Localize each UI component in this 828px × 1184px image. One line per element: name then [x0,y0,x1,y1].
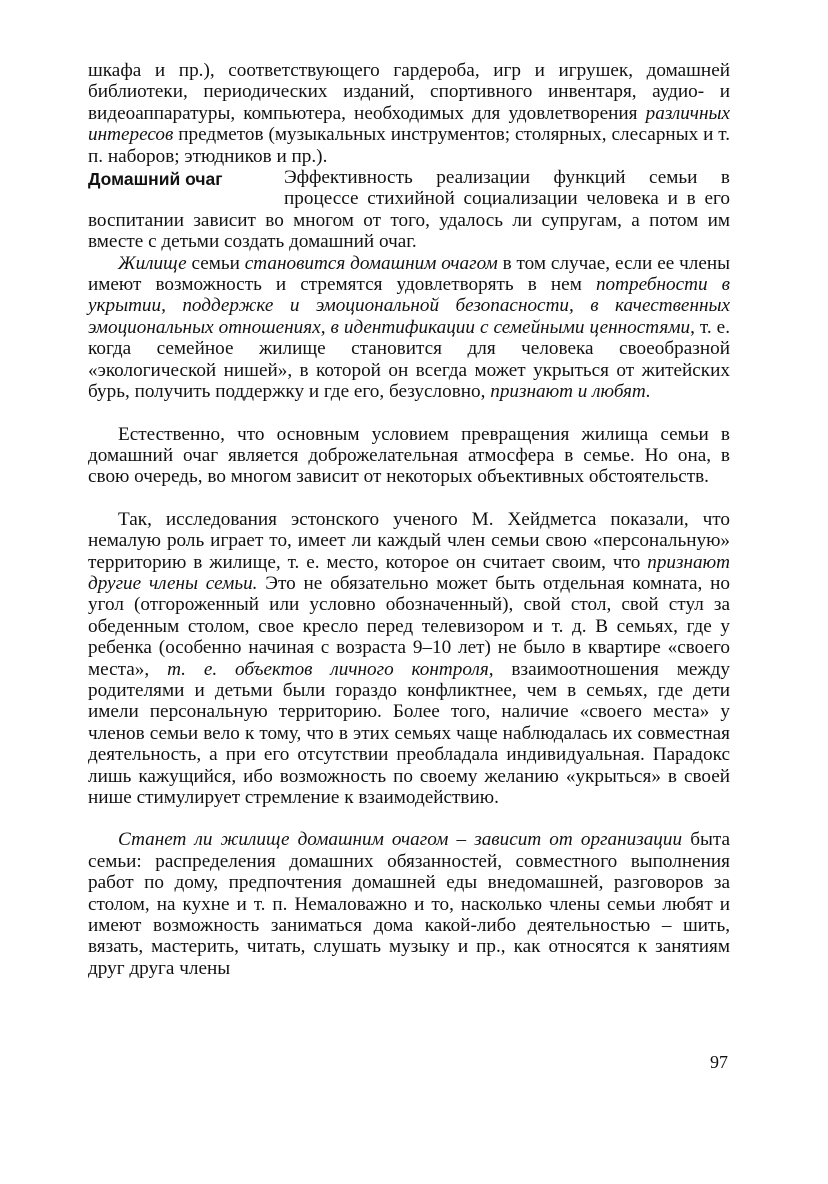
text-run: взаимоотношения между родителями и детьми были гораздо конфликтнее, чем в семьях, где дети имели персональную территорию. Более того, наличие «своего места» у членов семьи вело к тому, что в этих семьях чаще наблюдалась их совместная деятельность, а при его отсутствии преобладала индивидуальная. Парадокс лишь кажущийся, ибо возможность по своему желанию «укрыться» в своей нише стимулирует стремление к взаимодействию. [88,658,730,808]
text-run: в том случае, если ее члены имеют возможность и стремятся удовлетворять в нем [88,252,730,296]
text-run: шкафа и пр.), соответствующего гардероба, игр и игрушек, домашней библиотеки, периодических изданий, спортивного инвентаря, аудио- и видеоаппаратуры, компьютера, необходимых для удовлетворения [88,60,730,124]
italic-text-run: т. е. объектов личного контроля, [167,658,494,680]
italic-text-run: Станет ли жилище домашним очагом [118,829,449,851]
italic-text-run: потребности в укрытии, поддержке и эмоциональной безопасности, в качественных эмоциональных отношениях, в идентификации с семейными ценностями [88,274,730,338]
text-run: Эффективность реализации функций семьи в процессе стихийной социализации человека и в его воспитании зависит во многом от того, удалось ли супругам, а потом им вместе с детьми создать домашний очаг. [88,167,730,253]
text-column [88,60,730,979]
paragraph-stanet-li [88,829,730,979]
section-heading: Домашний очаг [88,169,223,190]
italic-text-run: Жилище [118,252,187,274]
paragraph-zhilishche [88,253,730,403]
text-run: Это не обязательно может быть отдельная комната, но угол (отгороженный или условно обозначенный), свой стол, свой стул за обеденным столом, свое кресло перед телевизором и т. д. В семьях, где у ребенка (особенно начиная с возраста 9–10 лет) не было в квартире «своего места», [88,572,730,680]
italic-text-run: становится домашним очагом [244,252,498,274]
text-run: Естественно, что основным условием превращения жилища семьи в домашний очаг является доброжелательная атмосфера в семье. Но она, в свою очередь, во многом зависит от некоторых объективных обстоятельств. [88,423,730,488]
paragraph-issledovaniya [88,509,730,809]
italic-text-run: различных интересов [88,102,730,146]
text-run: семьи [186,252,245,274]
text-run: , т. е. когда семейное жилище становится для человека своеобразной «экологической нишей», в которой он всегда может укрыться от житейских бурь, получить поддержку и где его, безусловно, [88,316,730,403]
italic-text-run: признают другие члены семьи. [88,551,730,594]
page-number: 97 [710,1052,728,1072]
paragraph-continuation [88,60,730,167]
section-domashniy-ochag [88,167,730,253]
italic-text-run: зависит от организации [474,829,683,851]
text-run: Так, исследования эстонского ученого М. Хейдметса показали, что немалую роль играет то, имеет ли каждый член семьи свою «персональную» территорию в жилище, т. е. место, которое он считает своим, что [88,508,730,573]
text-run: предметов (музыкальных инструментов; столярных, слесарных и т. п. наборов; этюдников и пр.). [88,124,730,167]
italic-text-run: признают и любят. [490,381,651,403]
text-run: – [448,829,475,851]
paragraph-estestvenno [88,424,730,488]
text-run: быта семьи: распределения домашних обязанностей, совместного выполнения работ по дому, предпочтения домашней еды внедомашней, разговоров за столом, на кухне и т. п. Немаловажно и то, насколько члены семьи любят и имеют возможность заниматься дома какой-либо деятельностью – шить, вязать, мастерить, читать, слушать музыку и пр., как относятся к занятиям друг друга члены [88,829,730,979]
